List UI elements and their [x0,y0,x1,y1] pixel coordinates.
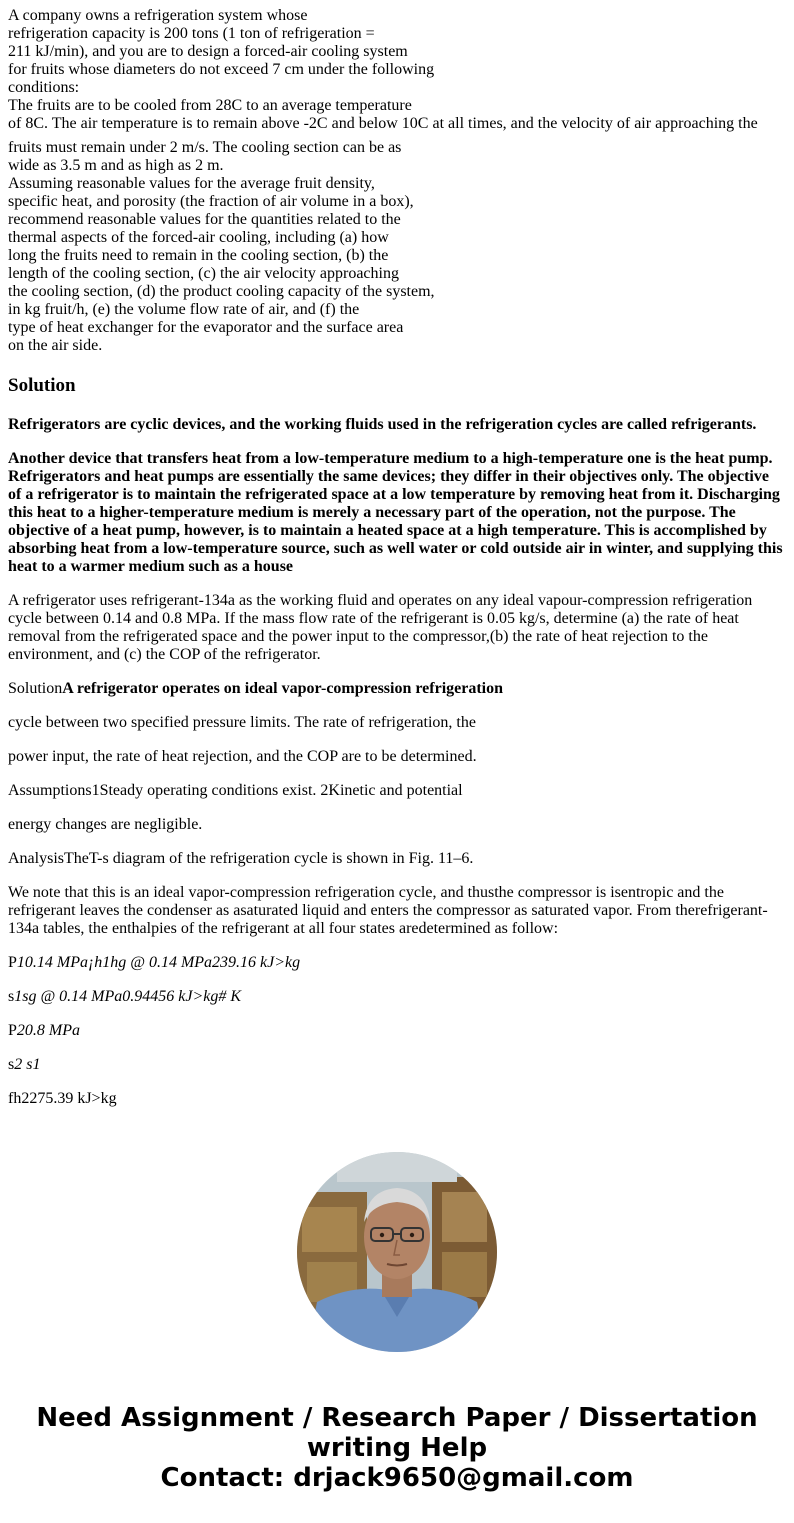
question-line: type of heat exchanger for the evaporator and the surface area [8,319,404,336]
footer-line-2: writing Help [306,1433,488,1463]
equation-3-symbol: P [8,1022,17,1039]
footer-line-1: Need Assignment / Research Paper / Dissertation [36,1403,758,1433]
question-line: Assuming reasonable values for the average fruit density, [8,175,375,192]
analysis-line: AnalysisTheT-s diagram of the refrigeration cycle is shown in Fig. 11–6. [8,850,474,867]
heat-pump-explanation: Another device that transfers heat from a low-temperature medium to a high-temperature one is the heat pump. Refrigerators and heat pumps are essentially the same devices; they differ in their objectives only. The objective of a refrigerator is to maintain the refrigerated space at a low temperature by removing heat from it. Discharging this heat to a higher-temperature medium is merely a necessary part of the operation, not the purpose. The objective of a heat pump, however, is to maintain a heated space at a high temperature. This is accomplished by absorbing heat from a low-temperature source, such as well water or cold outside air in winter, and supplying this heat to a warmer medium such as a house [8,450,783,575]
equation-2-expression: 1sg @ 0.14 MPa0.94456 kJ>kg# K [14,988,242,1005]
question-line: of 8C. The air temperature is to remain above -2C and below 10C at all times, and the velocity of air approaching the [8,115,758,132]
footer-contact: Contact: drjack9650@gmail.com [160,1463,634,1493]
question-line: conditions: [8,79,80,96]
question-line: thermal aspects of the forced-air cooling, including (a) how [8,229,389,246]
solution-label: Solution [8,680,63,697]
equation-2 [8,988,786,1006]
solution-bold-text: A refrigerator operates on ideal vapor-compression refrigeration [62,680,504,697]
refrigerator-definition: Refrigerators are cyclic devices, and the working fluids used in the refrigeration cycles are called refrigerants. [8,416,757,433]
question-line: long the fruits need to remain in the cooling section, (b) the [8,247,389,264]
question-line: in kg fruit/h, (e) the volume flow rate of air, and (f) the [8,301,360,318]
question-line: the cooling section, (d) the product cooling capacity of the system, [8,283,435,300]
question-line: for fruits whose diameters do not exceed 7 cm under the following [8,61,435,78]
equation-4 [8,1056,786,1074]
equation-3-expression: 20.8 MPa [16,1022,81,1039]
equation-3 [8,1022,786,1040]
question-line: wide as 3.5 m and as high as 2 m. [8,157,224,174]
cycle-line: cycle between two specified pressure limits. The rate of refrigeration, the [8,714,476,731]
avatar [297,1152,497,1352]
question-line: refrigeration capacity is 200 tons (1 ton of refrigeration = [8,25,375,42]
question-line: recommend reasonable values for the quantities related to the [8,211,401,228]
tutor-portrait-image [297,1152,497,1352]
question-line: fruits must remain under 2 m/s. The cooling section can be as [8,139,402,156]
note-paragraph: We note that this is an ideal vapor-compression refrigeration cycle, and thusthe compressor is isentropic and the refrigerant leaves the condenser as asaturated liquid and enters the compressor as saturated vapor. From therefrigerant-134a tables, the enthalpies of the refrigerant at all four states aredetermined as follow: [8,884,768,937]
power-line: power input, the rate of heat rejection, and the COP are to be determined. [8,748,477,765]
equation-1-symbol: P [8,954,17,971]
equation-1-expression: 10.14 MPa¡h1hg @ 0.14 MPa239.16 kJ>kg [16,954,301,971]
equation-4-expression: 2 s1 [14,1056,41,1073]
solution-intro [8,680,786,698]
question-text [8,0,786,355]
equation-4-symbol: s [8,1056,15,1073]
question-line: length of the cooling section, (c) the air velocity approaching [8,265,399,282]
problem-statement: A refrigerator uses refrigerant-134a as the working fluid and operates on any ideal vapour-compression refrigeration cycle between 0.14 and 0.8 MPa. If the mass flow rate of the refrigerant is 0.05 kg/s, determine (a) the rate of heat removal from the refrigerated space and the power input to the compressor,(b) the rate of heat rejection to the environment, and (c) the COP of the refrigerator. [8,592,753,663]
footer-advert [0,1403,794,1493]
energy-line: energy changes are negligible. [8,816,203,833]
solution-heading: Solution [8,375,76,396]
equation-5: fh2275.39 kJ>kg [8,1090,117,1107]
question-line: specific heat, and porosity (the fraction of air volume in a box), [8,193,414,210]
question-line: A company owns a refrigeration system whose [8,7,308,24]
equation-1 [8,954,786,972]
question-line: on the air side. [8,337,103,354]
equation-2-symbol: s [8,988,15,1005]
question-line: 211 kJ/min), and you are to design a forced-air cooling system [8,43,408,60]
question-line: The fruits are to be cooled from 28C to an average temperature [8,97,412,114]
assumptions-line: Assumptions1Steady operating conditions exist. 2Kinetic and potential [8,782,463,799]
